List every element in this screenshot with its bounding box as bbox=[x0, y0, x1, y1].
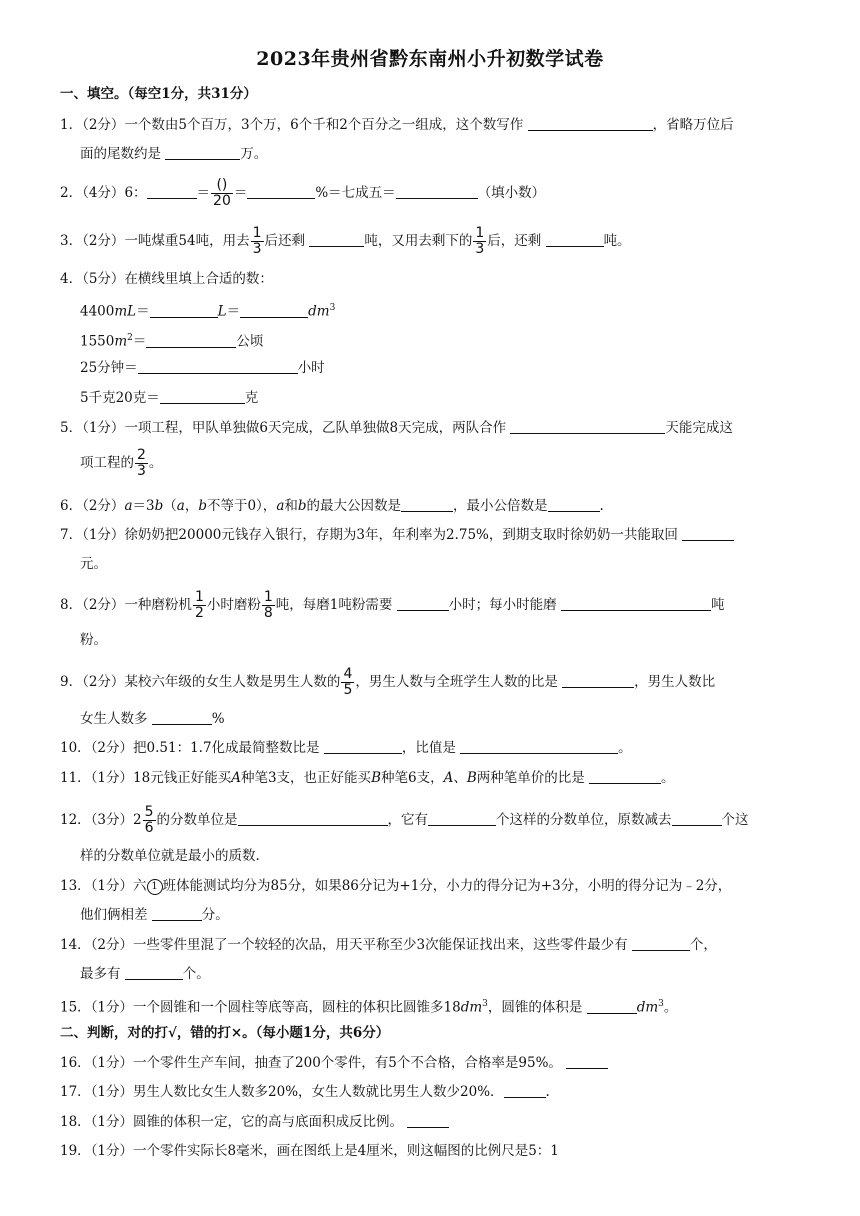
answer-blank[interactable] bbox=[396, 183, 478, 199]
question-6: 6．（2分）a＝3b（a，b不等于0），a和b的最大公因数是 ，最小公倍数是 . bbox=[60, 498, 604, 514]
answer-blank[interactable] bbox=[528, 115, 653, 131]
question-15: 15．（1分）一个圆锥和一个圆柱等底等高，圆柱的体积比圆锥多$18dm^3$，圆锥的体积是 $dm^3$。 bbox=[60, 999, 678, 1016]
question-16: 16．（1分）一个零件生产车间，抽查了200个零件，有5个不合格，合格率是95%。 bbox=[60, 1053, 805, 1073]
fraction: $\frac{2}{3}$ bbox=[137, 447, 146, 479]
question-4-line-3: 25分钟＝ 小时 bbox=[80, 360, 325, 376]
question-14: 14．（2分）一些零件里混了一个较轻的次品，用天平称至少3次能保证找出来，这些零件最少有 个， bbox=[60, 937, 717, 953]
question-19: 19．（1分）一个零件实际长8毫米，画在图纸上是4厘米，则这幅图的比例尺是5：1 bbox=[60, 1143, 559, 1159]
answer-blank[interactable] bbox=[401, 496, 453, 512]
answer-blank[interactable] bbox=[510, 418, 665, 434]
fraction: $\frac{1}{3}$ bbox=[475, 225, 485, 257]
answer-blank[interactable] bbox=[672, 810, 722, 826]
answer-blank[interactable] bbox=[546, 231, 604, 247]
question-7-cont: 元。 bbox=[80, 556, 107, 572]
question-8: 8．（2分）一种磨粉机 $\frac{1}{2}$ 小时磨粉 $\frac{1}{8}$ 吨，每磨1吨粉需要 小时；每小时能磨 吨 bbox=[60, 589, 725, 621]
question-9: 9．（2分）某校六年级的女生人数是男生人数的 $\frac{4}{5}$ ，男生人数与全班学生人数的比是 ，男生人数比 bbox=[60, 666, 716, 698]
question-3: 3．（2分）一吨煤重54吨，用去 $\frac{1}{3}$ 后还剩 吨，又用去剩下的 $\frac{1}{3}$ 后，还剩 吨。 bbox=[60, 225, 631, 257]
answer-blank[interactable] bbox=[240, 302, 308, 318]
question-9-cont: 女生人数多 % bbox=[80, 711, 225, 727]
fraction: $\frac{1}{3}$ bbox=[252, 225, 262, 257]
page-title: 2023年贵州省黔东南州小升初数学试卷 bbox=[256, 48, 604, 70]
answer-blank[interactable] bbox=[125, 964, 183, 980]
answer-blank[interactable] bbox=[165, 144, 240, 160]
answer-blank[interactable] bbox=[561, 595, 711, 611]
question-12-cont: 样的分数单位就是最小的质数. bbox=[80, 848, 260, 864]
answer-blank[interactable] bbox=[309, 231, 364, 247]
answer-blank[interactable] bbox=[428, 810, 496, 826]
question-7: 7．（1分）徐奶奶把20000元钱存入银行，存期为3年，年利率为2.75%，到期支取时徐奶奶一共能取回 bbox=[60, 525, 805, 545]
fraction: $\frac{5}{6}$ bbox=[144, 804, 154, 836]
question-4-line-4: 5千克20克＝ 克 bbox=[80, 390, 259, 406]
answer-blank[interactable] bbox=[397, 595, 449, 611]
question-12: 12．（3分）2 $\frac{5}{6}$ 的分数单位是 ，它有 个这样的分数单位，原数减去 个这 bbox=[60, 804, 749, 836]
question-18: 18．（1分）圆锥的体积一定，它的高与底面积成反比例。 bbox=[60, 1112, 805, 1132]
question-1-cont: 面的尾数约是 万。 bbox=[80, 146, 268, 162]
question-8-cont: 粉。 bbox=[80, 632, 107, 648]
answer-blank[interactable] bbox=[566, 1053, 608, 1069]
answer-blank[interactable] bbox=[548, 496, 600, 512]
fraction: $\frac{4}{5}$ bbox=[343, 666, 353, 698]
answer-blank[interactable] bbox=[247, 183, 315, 199]
question-2: 2．（4分）6： ＝ $\frac{()}{20}$ ＝ %＝七成五＝ （填小数） bbox=[60, 177, 546, 209]
question-17: 17．（1分）男生人数比女生人数多20%，女生人数就比男生人数少20%． . bbox=[60, 1084, 550, 1100]
question-14-cont: 最多有 个。 bbox=[80, 966, 210, 982]
answer-blank[interactable] bbox=[160, 388, 245, 404]
question-5: 5．（1分）一项工程，甲队单独做6天完成，乙队单独做8天完成，两队合作 天能完成这 bbox=[60, 420, 733, 436]
answer-blank[interactable] bbox=[324, 738, 402, 754]
question-11: 11．（1分）18元钱正好能买A种笔3支，也正好能买B种笔6支，A、B两种笔单价的比是 。 bbox=[60, 770, 675, 786]
answer-blank[interactable] bbox=[407, 1112, 449, 1128]
question-10: 10．（2分）把0.51：1.7化成最简整数比是 ，比值是 。 bbox=[60, 740, 632, 756]
question-4-line-2: $1550m^2=$ 公顷 bbox=[80, 333, 264, 350]
section-heading-fill-in: 一、填空。（每空1分，共31分） bbox=[60, 86, 257, 102]
answer-blank[interactable] bbox=[146, 332, 236, 348]
answer-blank[interactable] bbox=[682, 525, 734, 541]
answer-blank[interactable] bbox=[589, 768, 661, 784]
answer-blank[interactable] bbox=[460, 738, 618, 754]
answer-blank[interactable] bbox=[138, 358, 298, 374]
question-13: 13．（1分）六 1 班体能测试均分为85分，如果86分记为+1分，小力的得分记为+3分，小明的得分记为﹣2分， bbox=[60, 878, 732, 894]
section-heading-true-false: 二、判断，对的打√，错的打×。（每小题1分，共6分） bbox=[60, 1025, 390, 1041]
answer-blank[interactable] bbox=[150, 302, 218, 318]
fraction: $\frac{()}{20}$ bbox=[213, 177, 231, 209]
circled-number: 1 bbox=[147, 879, 163, 895]
answer-blank[interactable] bbox=[632, 935, 690, 951]
answer-blank[interactable] bbox=[238, 810, 388, 826]
answer-blank[interactable] bbox=[152, 905, 202, 921]
answer-blank[interactable] bbox=[504, 1082, 546, 1098]
answer-blank[interactable] bbox=[152, 709, 212, 725]
question-4: 4．（5分）在横线里填上合适的数： bbox=[60, 271, 273, 287]
question-1: 1．（2分）一个数由5个百万，3个万，6个千和2个百分之一组成，这个数写作 ，省略万位后 bbox=[60, 117, 734, 133]
answer-blank[interactable] bbox=[562, 672, 634, 688]
answer-blank[interactable] bbox=[147, 183, 197, 199]
question-5-cont: 项工程的 $\frac{2}{3}$ 。 bbox=[80, 447, 163, 479]
fraction: $\frac{1}{8}$ bbox=[263, 589, 273, 621]
question-4-line-1: $4400mL= L= dm^3$ bbox=[80, 303, 336, 320]
fraction: $\frac{1}{2}$ bbox=[194, 589, 204, 621]
answer-blank[interactable] bbox=[587, 998, 637, 1014]
question-13-cont: 他们俩相差 分。 bbox=[80, 907, 229, 923]
